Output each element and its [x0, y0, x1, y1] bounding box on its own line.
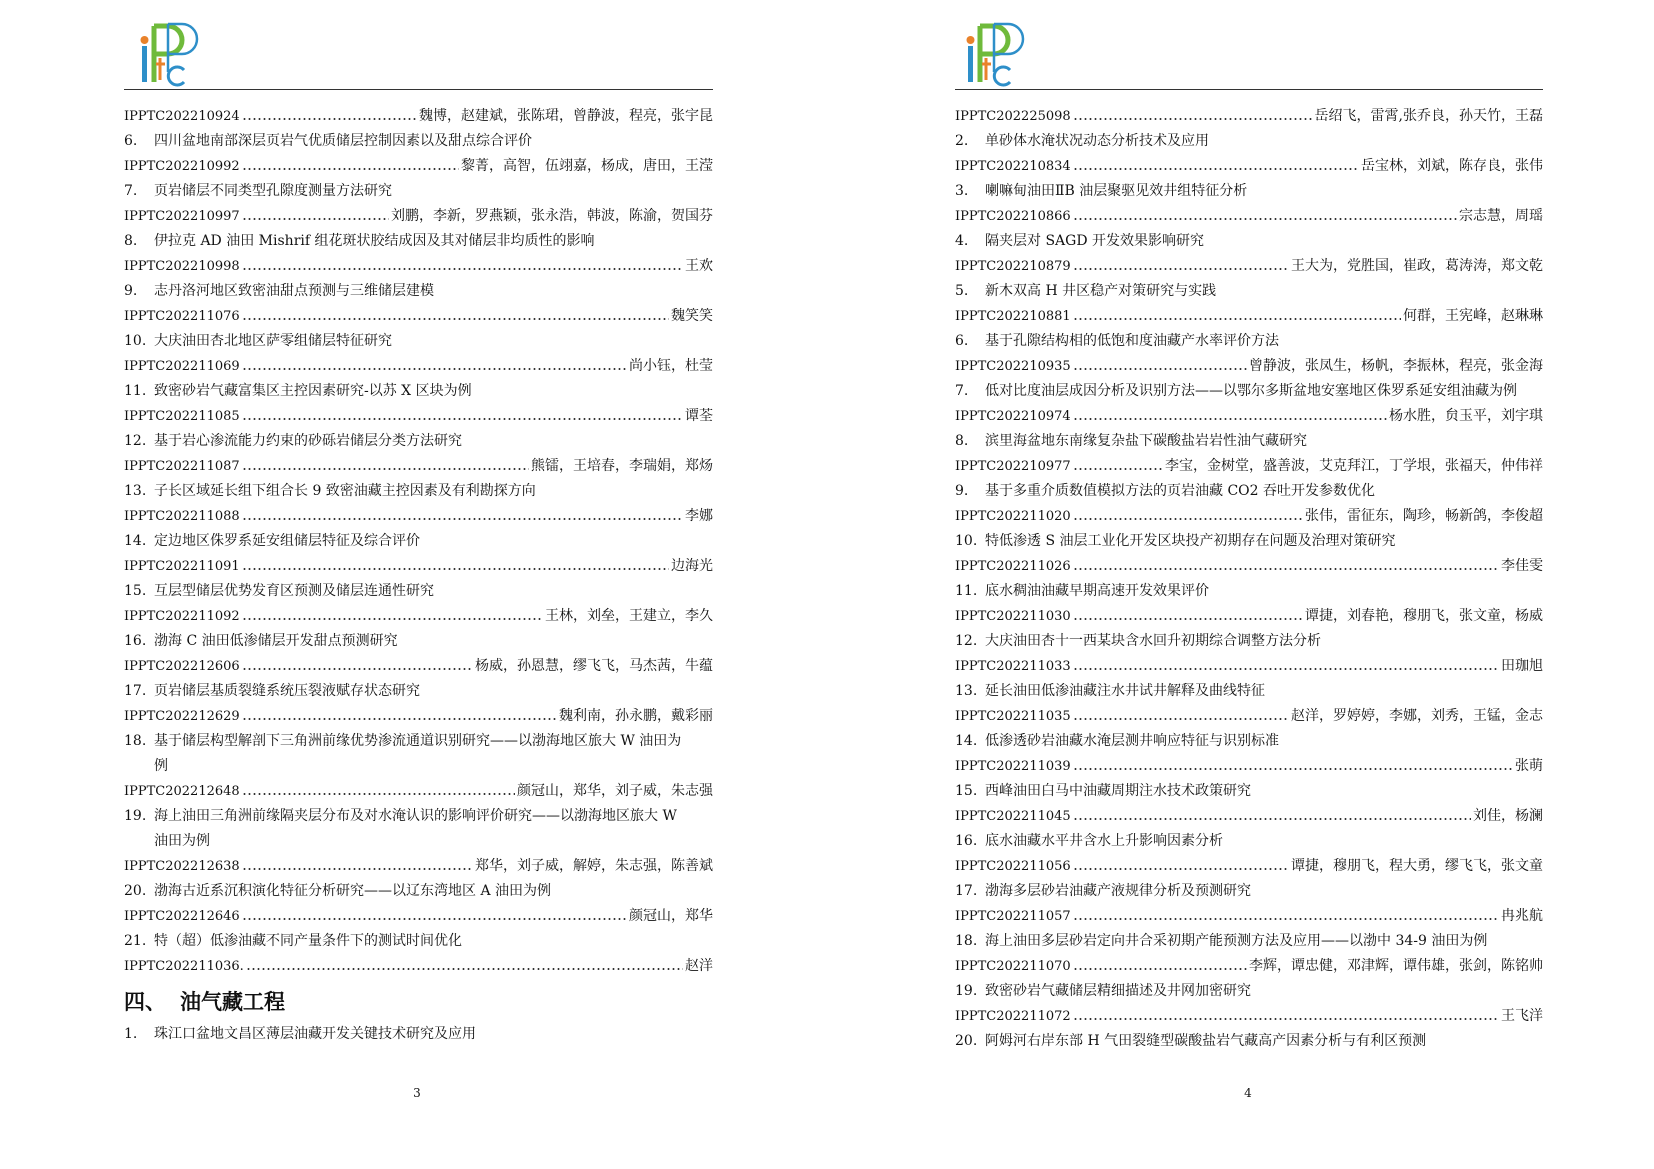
paper-number: 20.: [124, 883, 147, 899]
paper-id: IPPTC202210834: [955, 159, 1071, 174]
dot-leader: [1073, 365, 1247, 373]
paper-title-row: [124, 929, 713, 954]
paper-title-row: [124, 479, 713, 504]
paper-id: IPPTC202211045: [955, 809, 1071, 824]
paper-id: IPPTC202210997: [124, 209, 240, 224]
paper-authors: 谭荃: [685, 408, 713, 424]
paper-id-row: [124, 404, 713, 429]
paper-authors: 颜冠山，郑华，刘子威，朱志强: [517, 783, 713, 799]
paper-title-row: [955, 629, 1543, 654]
dot-leader: [242, 315, 669, 323]
paper-authors: 郑华，刘子威，解婷，朱志强，陈善斌: [475, 858, 713, 874]
dot-leader: [1073, 1015, 1499, 1023]
paper-title-row: [124, 379, 713, 404]
paper-authors: 颜冠山，郑华: [629, 908, 713, 924]
paper-number: 9.: [124, 283, 138, 299]
paper-authors: 王大为，党胜国，崔政，葛涛涛，郑文乾: [1291, 258, 1543, 274]
dot-leader: [1073, 915, 1499, 923]
paper-title: 基于储层构型解剖下三角洲前缘优势渗流通道识别研究——以渤海地区旅大 W 油田为: [154, 733, 682, 749]
paper-number: 12.: [955, 633, 978, 649]
paper-id: IPPTC202211085: [124, 409, 240, 424]
dot-leader: [242, 565, 669, 573]
section-heading: [124, 982, 713, 1022]
dot-leader: [1073, 465, 1163, 473]
paper-id-row: [124, 154, 713, 179]
paper-id: IPPTC202211056: [955, 859, 1071, 874]
paper-title-row: [955, 579, 1543, 604]
paper-authors: 田珈旭: [1501, 658, 1543, 674]
paper-id: IPPTC202210992: [124, 159, 240, 174]
paper-authors: 魏笑笑: [671, 308, 713, 324]
paper-authors: 张伟，雷征东，陶珍，畅新鸽，李俊超: [1305, 508, 1543, 524]
dot-leader: [246, 965, 683, 973]
paper-authors: 刘佳，杨澜: [1473, 808, 1543, 824]
paper-id: IPPTC202211035: [955, 709, 1071, 724]
paper-id: IPPTC202211020: [955, 509, 1071, 524]
paper-title: 海上油田多层砂岩定向井合采初期产能预测方法及应用——以渤中 34-9 油田为例: [985, 933, 1488, 949]
paper-title: 大庆油田杏十一西某块含水回升初期综合调整方法分析: [985, 633, 1321, 649]
paper-title-row: [124, 429, 713, 454]
paper-number: 20.: [955, 1033, 978, 1049]
paper-id-row: [955, 804, 1543, 829]
paper-title: 子长区域延长组下组合长 9 致密油藏主控因素及有利勘探方向: [154, 483, 536, 499]
paper-title-row: [955, 479, 1543, 504]
paper-id-row: [955, 304, 1543, 329]
paper-number: 7.: [955, 383, 969, 399]
paper-id-row: [955, 354, 1543, 379]
dot-leader: [242, 265, 683, 273]
paper-title: 志丹洛河地区致密油甜点预测与三维储层建模: [154, 283, 434, 299]
paper-id-row: [955, 504, 1543, 529]
toc-list-right: [955, 104, 1543, 1054]
dot-leader: [1073, 765, 1513, 773]
paper-id: IPPTC202211072: [955, 1009, 1071, 1024]
paper-title-row: [955, 329, 1543, 354]
paper-number: 19.: [955, 983, 978, 999]
paper-number: 21.: [124, 933, 147, 949]
paper-id: IPPTC202212648: [124, 784, 240, 799]
paper-title: 新木双高 H 井区稳产对策研究与实践: [985, 283, 1217, 299]
paper-number: 16.: [955, 833, 978, 849]
paper-number: 18.: [124, 733, 147, 749]
dot-leader: [1073, 565, 1499, 573]
paper-id-row: [955, 254, 1543, 279]
paper-number: 15.: [124, 583, 147, 599]
paper-title-continuation: 例: [154, 758, 168, 774]
paper-title: 四川盆地南部深层页岩气优质储层控制因素以及甜点综合评价: [154, 133, 532, 149]
paper-authors: 李佳雯: [1501, 558, 1543, 574]
dot-leader: [242, 915, 627, 923]
paper-number: 4.: [955, 233, 969, 249]
paper-authors: 谭捷，穆朋飞，程大勇，缪飞飞，张文童: [1291, 858, 1543, 874]
paper-title: 致密砂岩气藏富集区主控因素研究-以苏 X 区块为例: [154, 383, 472, 399]
page-right: [827, 0, 1654, 1169]
paper-authors: 岳绍飞，雷霄,张乔良，孙天竹，王磊: [1314, 108, 1543, 124]
dot-leader: [1073, 665, 1499, 673]
dot-leader: [242, 365, 627, 373]
paper-title: 伊拉克 AD 油田 Mishrif 组花斑状胶结成因及其对储层非均质性的影响: [154, 233, 595, 249]
dot-leader: [242, 790, 515, 798]
paper-authors: 魏利南，孙永鹏，戴彩丽: [559, 708, 713, 724]
paper-authors: 边海光: [671, 558, 713, 574]
paper-title: 定边地区侏罗系延安组储层特征及综合评价: [154, 533, 420, 549]
paper-id-row: [124, 704, 713, 729]
paper-title-row: [124, 179, 713, 204]
paper-title: 互层型储层优势发育区预测及储层连通性研究: [154, 583, 434, 599]
paper-number: 11.: [124, 383, 147, 399]
paper-authors: 宗志慧，周瑶: [1459, 208, 1543, 224]
paper-title-row: [955, 429, 1543, 454]
paper-id: IPPTC202211087: [124, 459, 240, 474]
paper-authors: 魏博，赵建斌，张陈珺，曾静波，程亮，张宇昆: [419, 108, 713, 124]
paper-title-row: [124, 229, 713, 254]
dot-leader: [1073, 865, 1289, 873]
paper-title-row: [955, 729, 1543, 754]
paper-id-row: [124, 854, 713, 879]
dot-leader: [242, 615, 543, 623]
paper-id-row: [124, 504, 713, 529]
paper-title: 渤海古近系沉积演化特征分析研究——以辽东湾地区 A 油田为例: [154, 883, 552, 899]
paper-title: 大庆油田杏北地区萨零组储层特征研究: [154, 333, 392, 349]
paper-number: 6.: [955, 333, 969, 349]
paper-number: 15.: [955, 783, 978, 799]
paper-authors: 李娜: [685, 508, 713, 524]
dot-leader: [242, 415, 683, 423]
paper-id: IPPTC202210998: [124, 259, 240, 274]
paper-title-continuation: 油田为例: [154, 833, 210, 849]
paper-id-row: [955, 704, 1543, 729]
paper-title: 西峰油田白马中油藏周期注水技术政策研究: [985, 783, 1251, 799]
paper-authors: 冉兆航: [1501, 908, 1543, 924]
section-title: 油气藏工程: [180, 990, 285, 1014]
paper-number: 13.: [955, 683, 978, 699]
paper-id: IPPTC202212646: [124, 909, 240, 924]
paper-number: 18.: [955, 933, 978, 949]
paper-title: 低渗透砂岩油藏水淹层测井响应特征与识别标准: [985, 733, 1279, 749]
paper-title: 特低渗透 S 油层工业化开发区块投产初期存在问题及治理对策研究: [985, 533, 1396, 549]
paper-id-row: [124, 204, 713, 229]
paper-number: 5.: [955, 283, 969, 299]
paper-title: 海上油田三角洲前缘隔夹层分布及对水淹认识的影响评价研究——以渤海地区旅大 W: [154, 808, 677, 824]
paper-id-row: [124, 454, 713, 479]
paper-id-row: [124, 654, 713, 679]
paper-title-row: [955, 679, 1543, 704]
paper-id: IPPTC202210977: [955, 459, 1071, 474]
paper-title: 单砂体水淹状况动态分析技术及应用: [985, 133, 1209, 149]
dot-leader: [242, 165, 459, 173]
paper-id: IPPTC202225098: [955, 109, 1071, 124]
paper-number: 13.: [124, 483, 147, 499]
paper-id-row: [955, 754, 1543, 779]
toc-list-left: [124, 104, 713, 1047]
paper-title-row: [124, 279, 713, 304]
paper-id: IPPTC202211030: [955, 609, 1071, 624]
dot-leader: [1073, 715, 1289, 723]
paper-title: 基于多重介质数值模拟方法的页岩油藏 CO2 吞吐开发参数优化: [985, 483, 1375, 499]
paper-id: IPPTC202211076: [124, 309, 240, 324]
ipptc-logo: [964, 20, 1036, 90]
paper-title: 页岩储层不同类型孔隙度测量方法研究: [154, 183, 392, 199]
paper-id-row: [955, 854, 1543, 879]
paper-id-row: [124, 779, 713, 804]
paper-title-row: [124, 1022, 713, 1047]
paper-title: 滨里海盆地东南缘复杂盐下碳酸盐岩岩性油气藏研究: [985, 433, 1307, 449]
paper-id-row: [955, 604, 1543, 629]
paper-authors: 曾静波，张凤生，杨帆，李振林，程亮，张金海: [1249, 358, 1543, 374]
paper-authors: 赵洋: [685, 958, 713, 974]
paper-id-row: [955, 104, 1543, 129]
paper-title: 低对比度油层成因分析及识别方法——以鄂尔多斯盆地安塞地区侏罗系延安组油藏为例: [985, 383, 1517, 399]
paper-title-row: [124, 329, 713, 354]
paper-authors: 王欢: [685, 258, 713, 274]
paper-authors: 杨水胜，贠玉平，刘宇琪: [1389, 408, 1543, 424]
dot-leader: [1073, 215, 1457, 223]
paper-id: IPPTC202210866: [955, 209, 1071, 224]
paper-id-row: [124, 254, 713, 279]
paper-number: 11.: [955, 583, 978, 599]
paper-number: 14.: [124, 533, 147, 549]
dot-leader: [242, 715, 557, 723]
page-number: 4: [1244, 1086, 1252, 1100]
paper-id: IPPTC202212638: [124, 859, 240, 874]
paper-authors: 尚小钰，杜莹: [629, 358, 713, 374]
ipptc-logo: [138, 20, 210, 90]
paper-id-row: [955, 554, 1543, 579]
paper-title: 基于岩心渗流能力约束的砂砾岩储层分类方法研究: [154, 433, 462, 449]
paper-number: 8.: [124, 233, 138, 249]
paper-title-row: [124, 529, 713, 554]
paper-authors: 杨威，孙恩慧，缪飞飞，马杰茜，牛蕴: [475, 658, 713, 674]
dot-leader: [1073, 315, 1401, 323]
paper-title: 珠江口盆地文昌区薄层油藏开发关键技术研究及应用: [154, 1026, 476, 1042]
paper-number: 12.: [124, 433, 147, 449]
paper-id-row: [955, 154, 1543, 179]
paper-id: IPPTC202211039: [955, 759, 1071, 774]
paper-id: IPPTC202211033: [955, 659, 1071, 674]
paper-id-row: [124, 354, 713, 379]
dot-leader: [1073, 115, 1313, 123]
paper-number: 7.: [124, 183, 138, 199]
paper-id: IPPTC202212606: [124, 659, 240, 674]
dot-leader: [1073, 965, 1247, 973]
paper-id: IPPTC202210879: [955, 259, 1071, 274]
paper-number: 19.: [124, 808, 147, 824]
paper-number: 1.: [124, 1026, 138, 1042]
dot-leader: [242, 865, 473, 873]
paper-authors: 何群，王宪峰，赵琳琳: [1403, 308, 1543, 324]
paper-id-row: [124, 554, 713, 579]
paper-id: IPPTC202210924: [124, 109, 240, 124]
paper-title-row: [955, 779, 1543, 804]
paper-number: 10.: [955, 533, 978, 549]
paper-title-row: [124, 879, 713, 904]
paper-id-row: [955, 1004, 1543, 1029]
paper-title-row: [955, 179, 1543, 204]
dot-leader: [242, 665, 473, 673]
paper-id: IPPTC202212629: [124, 709, 240, 724]
paper-title-row: [955, 929, 1543, 954]
dot-leader: [1073, 515, 1303, 523]
paper-id-row: [124, 304, 713, 329]
paper-title-row: [124, 629, 713, 654]
paper-authors: 熊镭，王培春，李瑞娟，郑炀: [531, 458, 713, 474]
paper-id: IPPTC202210881: [955, 309, 1071, 324]
paper-title-row: [124, 679, 713, 704]
paper-title-row: [955, 229, 1543, 254]
dot-leader: [242, 515, 683, 523]
paper-authors: 谭捷，刘春艳，穆朋飞，张文童，杨威: [1305, 608, 1543, 624]
paper-title: 基于孔隙结构相的低饱和度油藏产水率评价方法: [985, 333, 1279, 349]
paper-id-row: [955, 454, 1543, 479]
paper-title: 喇嘛甸油田ⅡB 油层聚驱见效井组特征分析: [985, 183, 1248, 199]
paper-title-row: [955, 279, 1543, 304]
paper-number: 2.: [955, 133, 969, 149]
paper-authors: 张萌: [1515, 758, 1543, 774]
paper-title-row: [124, 129, 713, 154]
paper-id-row: [955, 204, 1543, 229]
paper-title-row: [955, 379, 1543, 404]
paper-title: 延长油田低渗油藏注水井试井解释及曲线特征: [985, 683, 1265, 699]
paper-id: IPPTC202211091: [124, 559, 240, 574]
paper-title-row: [955, 829, 1543, 854]
paper-title: 渤海多层砂岩油藏产液规律分析及预测研究: [985, 883, 1251, 899]
paper-title-row: [124, 804, 713, 829]
paper-id: IPPTC202211036.: [124, 959, 244, 974]
dot-leader: [1073, 265, 1289, 273]
paper-number: 17.: [124, 683, 147, 699]
paper-id-row: [124, 604, 713, 629]
header-rule: [124, 89, 713, 90]
paper-title-row: [124, 729, 713, 754]
section-number: 四、: [124, 990, 166, 1014]
paper-title: 致密砂岩气藏储层精细描述及井网加密研究: [985, 983, 1251, 999]
paper-number: 3.: [955, 183, 969, 199]
paper-number: 10.: [124, 333, 147, 349]
header-rule: [955, 89, 1543, 90]
dot-leader: [1073, 415, 1387, 423]
paper-authors: 赵洋，罗婷婷，李娜，刘秀，王锰，金志: [1291, 708, 1543, 724]
dot-leader: [1073, 815, 1471, 823]
paper-number: 6.: [124, 133, 138, 149]
paper-title-row: [955, 1029, 1543, 1054]
paper-title: 页岩储层基质裂缝系统压裂液赋存状态研究: [154, 683, 420, 699]
paper-id-row: [124, 954, 713, 979]
paper-id: IPPTC202210935: [955, 359, 1071, 374]
paper-title: 隔夹层对 SAGD 开发效果影响研究: [985, 233, 1205, 249]
paper-authors: 刘鹏，李新，罗燕颖，张永浩，韩波，陈渝，贺国芬: [391, 208, 713, 224]
paper-authors: 黎菁，高智，伍翊嘉，杨成，唐田，王滢: [461, 158, 713, 174]
paper-id-row: [955, 654, 1543, 679]
paper-id: IPPTC202211088: [124, 509, 240, 524]
paper-id: IPPTC202211092: [124, 609, 240, 624]
paper-authors: 王林，刘垒，王建立，李久: [545, 608, 713, 624]
dot-leader: [242, 215, 389, 223]
paper-number: 8.: [955, 433, 969, 449]
paper-id: IPPTC202211069: [124, 359, 240, 374]
paper-title: 底水油藏水平井含水上升影响因素分析: [985, 833, 1223, 849]
paper-id-row: [955, 954, 1543, 979]
paper-id: IPPTC202210974: [955, 409, 1071, 424]
paper-id-row: [955, 404, 1543, 429]
paper-id-row: [124, 104, 713, 129]
paper-authors: 李辉，谭忠健，邓津辉，谭伟雄，张剑，陈铭帅: [1249, 958, 1543, 974]
paper-title: 特（超）低渗油藏不同产量条件下的测试时间优化: [154, 933, 462, 949]
paper-title: 底水稠油油藏早期高速开发效果评价: [985, 583, 1209, 599]
page-number: 3: [413, 1086, 421, 1100]
paper-number: 17.: [955, 883, 978, 899]
paper-number: 16.: [124, 633, 147, 649]
paper-title-row: [955, 979, 1543, 1004]
paper-id-row: [955, 904, 1543, 929]
paper-title-row: [955, 879, 1543, 904]
paper-id-row: [124, 904, 713, 929]
dot-leader: [242, 115, 417, 123]
dot-leader: [1073, 615, 1303, 623]
paper-authors: 王飞洋: [1501, 1008, 1543, 1024]
dot-leader: [1073, 165, 1359, 173]
paper-authors: 李宝，金树堂，盛善波，艾克拜江，丁学垠，张福天，仲伟祥: [1165, 458, 1543, 474]
dot-leader: [242, 465, 529, 473]
paper-title-row: [955, 129, 1543, 154]
paper-id: IPPTC202211070: [955, 959, 1071, 974]
paper-title: 阿姆河右岸东部 H 气田裂缝型碳酸盐岩气藏高产因素分析与有利区预测: [985, 1033, 1427, 1049]
paper-authors: 岳宝林，刘斌，陈存良，张伟: [1361, 158, 1543, 174]
paper-title-row: [124, 579, 713, 604]
paper-id: IPPTC202211057: [955, 909, 1071, 924]
paper-title-row: [955, 529, 1543, 554]
paper-id: IPPTC202211026: [955, 559, 1071, 574]
paper-number: 14.: [955, 733, 978, 749]
paper-number: 9.: [955, 483, 969, 499]
paper-title: 渤海 C 油田低渗储层开发甜点预测研究: [154, 633, 398, 649]
